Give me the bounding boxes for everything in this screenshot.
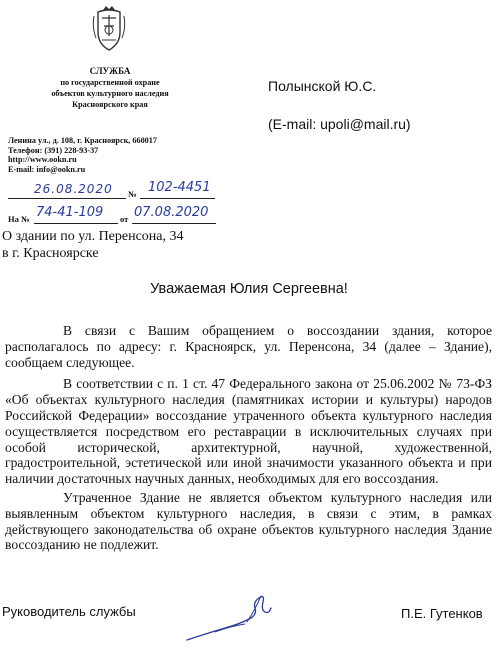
- org-line: Красноярского края: [72, 100, 148, 109]
- handwritten-signature-icon: [185, 588, 275, 644]
- greeting: Уважаемая Юлия Сергеевна!: [150, 281, 348, 297]
- email-link[interactable]: E-mail: info@ookn.ru: [8, 164, 86, 174]
- letter-body: [5, 323, 492, 556]
- recipient-email: (E-mail: upoli@mail.ru): [268, 116, 411, 132]
- contact-block: [8, 136, 208, 174]
- registration-number: 102-4451: [148, 180, 211, 195]
- divider: [140, 198, 215, 199]
- divider: [34, 223, 118, 224]
- registration-date: 26.08.2020: [34, 182, 113, 196]
- org-line: объектов культурного наследия: [51, 89, 169, 98]
- subject-line: О здании по ул. Перенсона, 34: [2, 229, 184, 244]
- address: Ленина ул., д. 108, г. Красноярск, 660017: [8, 136, 157, 145]
- paragraph: Утраченное Здание не является объектом культурного наследия или выявленным объектом культурного наследия, в связи с этим, в рамках действующего законодательства об охране объектов культурного наследия Здание воссозданию не подлежит.: [5, 489, 492, 553]
- paragraph: В связи с Вашим обращением о воссоздании здания, которое располагалось по адресу: г. Красноярск, ул. Перенсона, 34 (далее – Здание), сообщаем следующее.: [5, 323, 492, 370]
- organization-block: [10, 66, 210, 110]
- reference-label: На №: [8, 214, 30, 224]
- divider: [8, 198, 126, 199]
- recipient-name: Полынской Ю.С.: [268, 78, 377, 94]
- subject: [2, 228, 184, 262]
- number-label: №: [128, 189, 137, 199]
- signatory-name: П.Е. Гутенков: [401, 606, 483, 621]
- registration-line: [8, 178, 218, 202]
- org-line: по государственной охране: [60, 78, 160, 87]
- reference-number: 74-41-109: [36, 205, 104, 220]
- paragraph: В соответствии с п. 1 ст. 47 Федерального закона от 25.06.2002 № 73-ФЗ «Об объектах культурного наследия (памятниках истории и культуры) народов Российской Федерации» воссоздание утраченного объекта культурного наследия осуществляется посредством его реставрации в исключительных случаях при особой исторической, архитектурной, научной, художественной, градостроительной, эстетической или иной значимости указанного объекта и при наличии достаточных научных данных, необходимых для его воссоздания.: [5, 376, 492, 487]
- phone: Телефон: (391) 228-93-37: [8, 145, 99, 155]
- reference-date: 07.08.2020: [134, 205, 209, 220]
- signatory-position: Руководитель службы: [2, 604, 136, 619]
- subject-line: в г. Красноярске: [2, 246, 99, 261]
- org-title: СЛУЖБА: [89, 66, 131, 76]
- reference-line: [8, 205, 218, 229]
- from-label: от: [120, 214, 129, 224]
- divider: [132, 223, 216, 224]
- website-link[interactable]: http://www.ookn.ru: [8, 155, 77, 164]
- coat-of-arms-icon: [92, 6, 126, 52]
